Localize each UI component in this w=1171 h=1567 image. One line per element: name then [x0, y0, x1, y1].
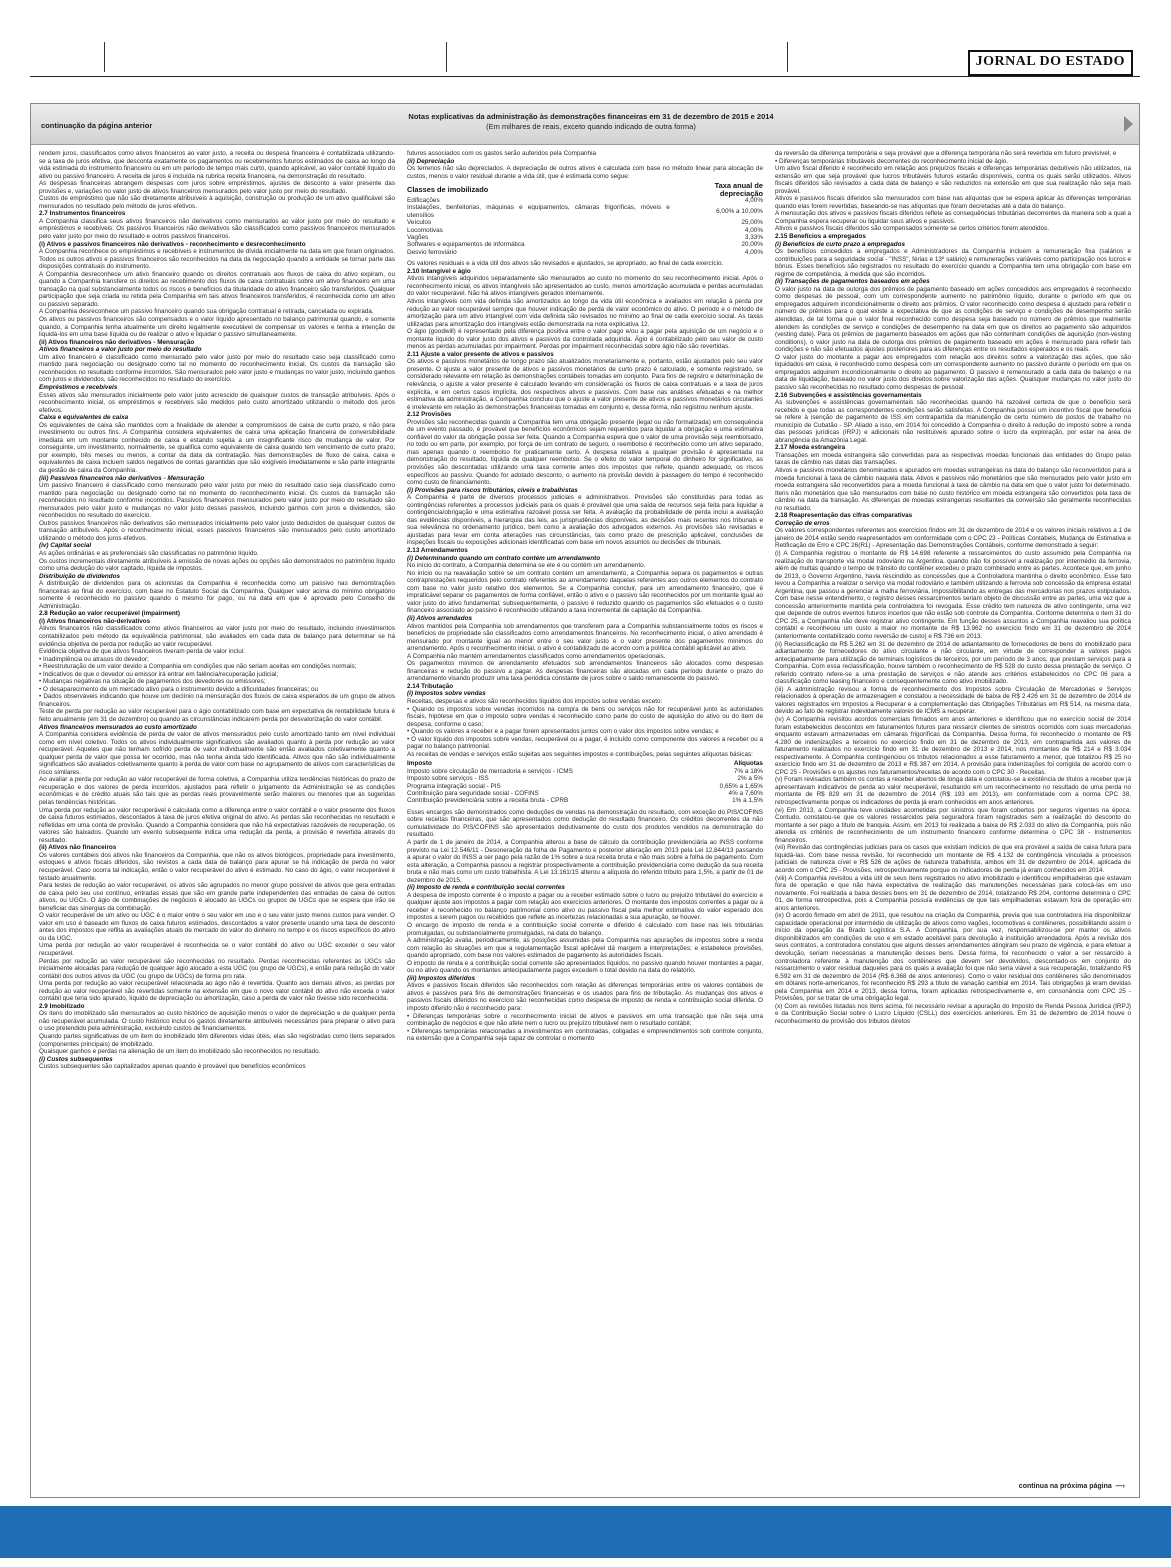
paragraph: A mensuração dos ativos e passivos fiscais diferidos reflete as consequências tributárias decorrentes da maneira sob a qual a Companhia espera recuperar ou liquidar seus ativos e passivos.: [775, 210, 1131, 225]
row-label: Desvio ferroviário: [407, 248, 457, 256]
row-label: Imposto sobre serviços - ISS: [407, 775, 489, 783]
section-heading: Caixa e equivalentes de caixa: [39, 414, 129, 422]
paragraph: Quando partes significativas de um item do imobilizado têm diferentes vidas úteis, elas são registradas como itens separados (componentes principais) de imobilizado.: [39, 1032, 395, 1048]
paragraph: Ativos mantidos pela Companhia sob arrendamentos que transferem para a Companhia substancialmente todos os riscos e benefícios de propriedade são classificados como arrendamentos financeiros. No reconhecimento inicial, o ativo arrendado é mensurado por montante igual ao menor entre o seu valor justo e o valor presente dos pagamentos mínimos do arrendamento. Após o reconhecimento inicial, o ativo é contabilizado de acordo com a política contábil aplicável ao ativo.: [407, 622, 763, 653]
paragraph: Os pagamentos mínimos de arrendamento efetuados sob arrendamentos financeiros são alocados como despesas financeiras e redução do passivo a pagar. As despesas financeiras são alocadas em cada período durante o prazo do arrendamento visando produzir uma taxa periódica constante de juros sobre o saldo remanescente do passivo.: [407, 660, 763, 683]
paragraph: Ativos e passivos fiscais diferidos são reconhecidos com relação às diferenças temporárias entre os valores contábeis de ativos e passivos para fins de demonstrações financeiras e os usados para fins de tributação. As mudanças dos ativos e passivos fiscais diferidos no exercício são reconhecidas como despesa de imposto de renda e contribuição social diferida. O imposto diferido não é reconhecido para:: [407, 982, 763, 1012]
paragraph: As ações ordinárias e as preferenciais são classificadas no patrimônio líquido.: [39, 549, 259, 557]
paragraph: Receitas, despesas e ativos são reconhecidos líquidos dos impostos sobre vendas exceto:: [407, 697, 663, 705]
continued-next-label: [1019, 1483, 1125, 1490]
paragraph: Uma perda por redução ao valor recuperável relacionada ao ágio não é revertida. Quanto aos demais ativos, as perdas por redução ao valor recuperável são revertidas somente na extensão em que o novo valor contábil do ativo não exceda o valor contábil que teria sido apurado, líquido de depreciação ou amortização, caso a perda de valor não tivesse sido reconhecida.: [39, 980, 395, 1003]
depreciation-header-class: Classes de imobilizado: [407, 184, 489, 194]
column-2-body: [407, 260, 763, 758]
section-heading: Empréstimos e recebíveis: [39, 383, 118, 391]
paragraph: Uma perda por redução ao valor recuperável é reconhecida se o valor contábil do ativo ou UGC exceder o seu valor recuperável.: [39, 942, 395, 957]
tax-rates-table: [407, 760, 763, 804]
top-separator: [446, 42, 447, 72]
row-label: Contribuição previdenciária sobre a receita bruta - CPRB: [407, 797, 569, 805]
paragraph: As despesas financeiras abrangem despesas com juros sobre empréstimos, ajustes de desconto a valor presente das provisões e, variações no valor justo de ativos financeiros mensurados pelo valor justo por meio do resultado.: [39, 180, 395, 195]
paragraph: A Companhia desreconhece um passivo financeiro quando sua obrigação contratual é retirada, cancelada ou expirada.: [39, 308, 374, 316]
section-heading: 2.18 Reapresentação das cifras comparativas: [775, 512, 913, 520]
paragraph: A Companhia reconhece os empréstimos e recebíveis e instrumentos de dívida inicialmente na data em que foram originados. Todos os outros ativos e passivos financeiros são reconhecidos na data da negociação quando a entidade se tornar parte das disposições contratuais do instrumento.: [39, 248, 395, 271]
section-heading: 2.11 Ajuste a valor presente de ativos e passivos: [407, 350, 554, 358]
newspaper-masthead: JORNAL DO ESTADO: [968, 50, 1133, 76]
table-row: [407, 234, 763, 241]
section-heading: (i) Custos subsequentes: [39, 1055, 113, 1063]
paragraph: • Mudanças negativas na situação de pagamentos dos devedores ou emissores;: [39, 678, 266, 686]
paragraph: Um ativo financeiro é classificado como mensurado pelo valor justo por meio do resultado caso seja classificado como mantido para negociação ou designado como tal no momento do reconhecimento inicial. Os custos da transação são reconhecidos no resultado conforme incorridos. São mensurados pelo valor justo e mudanças no valor justo, incluindo ganhos com juros e dividendos, são reconhecidos no resultado do exercício.: [39, 353, 395, 384]
paragraph: (ix) O acordo firmado em abril de 2011, que resultou na criação da Companhia, previa que sua controladora iria disponibilizar capacidade operacional por intermédio de utilização de ativos como vagões, locomotivas e contêineres, possibilitando assim o início da operação da Brado Logística S.A. A Companhia, por sua vez, responsabilizou-se por manter os ativos disponibilizados em condições de uso e em estado aceitável para devolução à instituição arrendadora. Após a revisão dos seus contratos, a controladora constatou que alguns desses arrendamentos atingiram seu prazo de vigência, e para efetuar a devolução, seriam necessárias a manutenção desses bens. Dessa forma, foi reconhecido o valor a ser ressarcido à controladora referente à manutenção dos contêineres que devem ser devolvidos, descontado-os em conjunto do ressarcimento o valor residual daqueles para os quais a avaliação foi que não seria viável a sua recuperação, totalizando R$ 6.592 em 31 de dezembro de 2014 (R$ 6.368 de anos anteriores). Como o valor residual dos contêineres são denominados em dólares norte-americanos, foi reconhecido R$ 293 a título de variação cambial em 2014. Tais obrigações já eram devidas pela Companhia em 2014 e 2013, dessa forma, foram aplicadas retrospectivamente e, em consonância com CPC 25 - Provisões, por se tratar de uma obrigação legal.: [775, 912, 1131, 1003]
paragraph: Um ativo fiscal diferido é reconhecido em relação aos prejuízos fiscais e diferenças temporárias dedutíveis não utilizados, na extensão em que seja provável que lucros tributáveis futuros estarão disponíveis, contra os quais serão utilizados. Ativos fiscais diferidos são revisados a cada data de balanço e são reduzidos na extensão em que sua realização não seja mais provável.: [775, 165, 1131, 195]
paragraph: • Dados observáveis indicando que houve um declínio na mensuração dos fluxos de caixa esperados de um grupo de ativos financeiros.: [39, 693, 395, 708]
paragraph: Esses ativos são mensurados inicialmente pelo valor justo acrescido de quaisquer custos de transação atribuíveis. Após o reconhecimento inicial, os empréstimos e recebíveis são medidos pelo custo amortizado utilizando o método dos juros efetivos.: [39, 391, 395, 414]
paragraph: O encargo de imposto de renda e a contribuição social corrente e diferido é calculado com base nas leis tributárias promulgadas, ou substancialmente promulgadas, na data do balanço.: [407, 921, 763, 937]
section-heading: 2.13 Arrendamentos: [407, 547, 468, 555]
paragraph: O ágio (goodwill) é representado pela diferença positiva entre o valor pago e/ou a pagar pela aquisição de um negócio e o montante líquido do valor justo dos ativos e passivos da controlada adquirida. Ágio é contabilizado pelo seu valor de custo menos as perdas acumuladas por impairment. Perdas por impairment reconhecidas sobre ágio não são revertidas.: [407, 328, 763, 351]
paragraph: • O desaparecimento de um mercado ativo para o instrumento devido a dificuldades financeiras; ou: [39, 685, 319, 693]
section-heading: 2.9 Imobilizado: [39, 1002, 85, 1010]
section-heading: (i) Benefícios de curto prazo a empregados: [775, 240, 906, 248]
continued-next-text: continua na próxima página: [1018, 1483, 1112, 1490]
paragraph: Ativos intangíveis adquiridos separadamente são mensurados ao custo no momento do seu reconhecimento inicial. Após o reconhecimento inicial, os ativos intangíveis são apresentados ao custo, menos amortização acumulada e perdas acumuladas do valor recuperável. Não há ativos intangíveis gerados internamente.: [407, 275, 763, 298]
top-separator: [104, 42, 105, 72]
paragraph: • O valor líquido dos impostos sobre vendas, recuperável ou a pagar, é incluído como componente dos valores a receber ou a pagar no balanço patrimonial.: [407, 735, 763, 751]
section-heading: 2.10 Intangível e ágio: [407, 267, 471, 275]
top-rule: [30, 76, 1140, 77]
text-columns: [39, 150, 1131, 1460]
table-row: [407, 783, 763, 790]
paragraph: No início do contrato, a Companhia determina se ele é ou contém um arrendamento.: [407, 562, 646, 570]
section-heading: (iii) Passivos financeiros não derivativos - Mensuração: [39, 474, 205, 482]
row-label: Locomotivas: [407, 226, 443, 234]
continued-from-label: continuação da página anterior: [41, 121, 153, 130]
paragraph: Os ativos ou passivos financeiros são compensados e o valor líquido apresentado no balanço patrimonial quando, e somente quando, a Companhia tenha atualmente um direito legalmente executável de compensar os valores e tenha a intenção de liquidá-los em uma base líquida ou de realizar o ativo e liquidar o passivo simultaneamente.: [39, 316, 395, 339]
paragraph: Esses encargos são demonstrados como deduções de vendas na demonstração do resultado, com exceção do PIS/COFINS sobre receitas financeiras, que são apresentados como dedução do resultado financeiro. Os créditos decorrentes da não cumulatividade do PIS/COFINS são apresentados dedutivamente do custo dos produtos vendidos na demonstração do resultado.: [407, 808, 763, 839]
text-column-2: [407, 150, 763, 1460]
tax-header-tax: Imposto: [407, 760, 432, 768]
depreciation-header-rate: Taxa anual de depreciação: [714, 181, 763, 198]
paragraph: As receitas de vendas e serviços estão sujeitas aos seguintes impostos e contribuições, pelas seguintes alíquotas básicas:: [407, 750, 753, 758]
row-label: Softwares e equipamentos de informática: [407, 241, 525, 249]
section-heading: 2.12 Provisões: [407, 411, 452, 419]
notes-header: [31, 104, 1139, 145]
table-row: [407, 219, 763, 226]
paragraph: • Indicativos de que o devedor ou emissor irá entrar em falência/recuperação judicial;: [39, 670, 279, 678]
paragraph: (iii) A administração revisou a forma de reconhecimento dos Impostos sobre Circulação de Mercadorias e Serviços relacionados à operação de armazenagem e constatou a necessidade de baixa de R$ 2.426 em 31 de dezembro de 2014 de valores registrados em Impostos a Recuperar e a complementação das Obrigações Tributárias em R$ 514, na mesma data, devido ao fato de registrar indevidamente valores de ICMS a recuperar.: [775, 685, 1131, 716]
paragraph: (v) Foram revisados também os contas a receber abertos de longa data e constatou-se a existência de títulos a receber que já apresentavam indicativos de perda ao valor recuperável, resultando em um reconhecimento no resultado de uma perda no montante de R$ 829 em 31 de dezembro de 2014 (R$ 193 em 2013), em conformidade com a norma CPC 38, retrospectivamente porque os indicadores de perda já eram conhecidos em anos anteriores.: [775, 776, 1131, 807]
paragraph: Quaisquer ganhos e perdas na alienação de um item do imobilizado são reconhecidos no resultado.: [39, 1048, 321, 1056]
bottom-color-band: [0, 1506, 1171, 1558]
row-rate: 3,33%: [744, 234, 763, 242]
column-2-tail: [407, 809, 763, 1043]
paragraph: A Companhia não mantém arrendamentos classificados como arrendamentos operacionais.: [407, 652, 666, 660]
paragraph: • Inadimplência ou atrasos do devedor;: [39, 655, 149, 663]
paragraph: Provisões são reconhecidas quando a Companhia tem uma obrigação presente (legal ou não formalizada) em consequência de um evento passado, é provável que benefícios econômicos sejam requeridos para liquidar a obrigação e uma estimativa confiável do valor da obrigação possa ser feita. Quando a Companhia espera que o valor de uma provisão seja reembolsado, no todo ou em parte, por exemplo, por força de um contrato de seguro, o reembolso é reconhecido como um ativo separado, mas apenas quando o reembolso for praticamente certo. A despesa relativa a qualquer provisão é apresentada na demonstração do resultado, líquida de qualquer reembolso. Se o efeito do valor temporal do dinheiro for significativo, as provisões são descontadas utilizando uma taxa corrente antes dos impostos que reflete, quando adequado, os riscos específicos ao passivo. Quando for adotado desconto, o aumento na provisão devido à passagem do tempo é reconhecido como custo de financiamento.: [407, 418, 763, 487]
table-row: [407, 197, 763, 204]
row-label: Contribuição para seguridade social - COFINS: [407, 789, 539, 797]
section-heading: 2.15 Benefícios a empregados: [775, 233, 866, 241]
row-label: Vagões: [407, 234, 429, 242]
paragraph: Para testes de redução ao valor recuperável, os ativos são agrupados no menor grupo possível de ativos que gera entradas de caixa pelo seu uso contínuo, entradas essas que são em grande parte independentes das entradas de caixa de outros ativos, ou UGCs. O ágio de combinações de negócios é alocado às UGCs ou grupos de UGCs que se espera que irão se beneficiar das sinergias da combinação.: [39, 882, 395, 912]
paragraph: (iv) A Companhia revisitou acordos comerciais firmados em anos anteriores e identificou que no exercício social de 2014 foram estabelecidos descontos em faturamentos futuros para ressarcir clientes de sinistros ocorridos com suas mercadorias enquanto estavam armazenadas em câmaras frigoríficas da Companhia. Dessa forma, foi reconhecido o montante de R$ 4.280 de indenizações a terceiros no exercício findo em 31 de dezembro de 2013, em contrapartida aos valores de faturamento realizados no exercício findo em 31 de dezembro de 2013 e 2014, nos montantes de R$ 214 e R$ 3.034 respectivamente. A Companhia contingenciou os tributos relacionados a esse faturamento a menor, que totalizou R$ 25 no exercício findo em 31 de dezembro de 2013 e R$ 387 em 2014. A provisão para indenizações foi corrigida de acordo com o CPC 25 - Provisões e os ajustes nos faturamentos/receitas de acordo com o CPC 30 - Receitas.: [775, 716, 1131, 776]
column-2-intro: [407, 150, 763, 180]
paragraph: Uma perda por redução ao valor recuperável é calculada como a diferença entre o valor contábil e o valor presente dos fluxos de caixa futuros estimados, descontados à taxa de juros efetiva original do ativo. As perdas são reconhecidas no resultado e refletidas em uma conta de provisão. Quando a Companhia considera que não há expectativas razoáveis de recuperação, os valores são baixados. Quando um evento subsequente indica uma redução da perda, a provisão é revertida através do resultado.: [39, 806, 395, 844]
section-heading: (i) Ativos financeiros não-derivativos: [39, 617, 151, 625]
text-column-1: [39, 150, 395, 1460]
paragraph: (ii) Reclassificação de R$ 5.262 em 31 de dezembro de 2014 de adiantamento de fornecedores de bens do imobilizado para adiantamento de fornecedores do ativo circulante e não circulante, em virtude de corresponder a valores pagos antecipadamente para utilização de terminais logísticos de terceiros, por um período de 3 anos, que prestam serviços para a Companhia. Com essa reclassificação, houve também o reconhecimento de R$ 528 do custo dessa prestação de serviço. O referido contrato refere-se a uma prestação de serviços e não atende aos critérios estabelecidos no CPC 06 para a classificação como leasing financeiro e consequentemente como ativo imobilizado.: [775, 640, 1131, 686]
paragraph: • Reestruturação de um valor devido a Companhia em condições que não seriam aceitas em condições normais;: [39, 663, 357, 671]
continue-arrow-icon: [1124, 116, 1133, 132]
paragraph: A Companhia considera evidência de perda de valor de ativos mensurados pelo custo amortizado tanto em nível individual como em nível coletivo. Todos os ativos individualmente significativos são avaliados quanto à perda por redução ao valor recuperável. Aqueles que não tenham sofrido perda de valor individualmente são então avaliados coletivamente quanto a qualquer perda de valor que possa ter ocorrido, mas não tenha ainda sido identificada. Ativos que não são individualmente significativos são avaliados coletivamente quanto à perda de valor com base no agrupamento de ativos com características de risco similares.: [39, 731, 395, 776]
paragraph: A despesa de imposto corrente é o imposto a pagar ou a receber estimado sobre o lucro ou prejuízo tributável do exercício e qualquer ajuste aos impostos a pagar com relação aos exercícios anteriores. O montante dos impostos correntes a pagar ou a receber é reconhecido no balanço patrimonial como ativo ou passivo fiscal pela melhor estimativa do valor esperado dos impostos a serem pagos ou recebidos que reflete as incertezas relacionadas a sua apuração, se houver.: [407, 891, 763, 922]
table-row: [407, 797, 763, 804]
section-heading: Ativos financeiros a valor justo por meio do resultado: [39, 346, 202, 354]
paragraph: Ativos e passivos monetários denominados e apurados em moedas estrangeiras na data do balanço são reconvertidos para a moeda funcional à taxa de câmbio naquela data. Ativos e passivos não monetários que são mensurados pelo valor justo em moeda estrangeira são reconvertidos para a moeda funcional à taxa de câmbio na data em que o valor justo foi determinado. Itens não monetários que são mensurados com base no custo histórico em moeda estrangeira são convertidos pela taxa de câmbio na data da transação. As diferenças de moedas estrangeiras resultantes da conversão são geralmente reconhecidas no resultado.: [775, 466, 1131, 512]
row-rate: 7% a 18%: [733, 767, 763, 775]
row-rate: 4,00%: [744, 248, 763, 256]
tax-header-rate: Alíquotas: [733, 760, 763, 768]
paragraph: da reversão da diferença temporária e seja provável que a diferença temporária não será revertida em futuro previsível; e: [775, 150, 1117, 157]
depreciation-table-header: [407, 182, 763, 197]
row-rate: 1% a 1,5%: [732, 797, 763, 805]
row-rate: 0,65% a 1,65%: [719, 782, 763, 790]
table-row: [407, 241, 763, 248]
section-heading: (iii) Impostos diferidos: [407, 974, 476, 982]
paragraph: futuros associados com os gastos serão auferidos pela Companhia: [407, 150, 597, 157]
newspaper-top-strip: [0, 0, 1171, 80]
paragraph: Os itens do imobilizado são mensurados ao custo histórico de aquisição menos o valor de depreciação e de qualquer perda não recuperável acumulada. O custo histórico inclui os gastos diretamente atribuíveis necessários para preparar o ativo para o uso pretendido pela administração, excluindo custos de financiamentos.: [39, 1010, 395, 1033]
section-heading: 2.17 Moeda estrangeira: [775, 444, 846, 452]
arrow-right-icon: —›: [1113, 1483, 1125, 1490]
row-rate: 2% a 5%: [737, 775, 763, 783]
row-rate: 4% a 7,60%: [728, 789, 763, 797]
paragraph: Ao avaliar a perda por redução ao valor recuperável de forma coletiva, a Companhia utiliza tendências históricas do prazo de recuperação e dos valores de perda incorridos, ajustados para refletir o julgamento da Administração se as condições econômicas e de crédito atuais são tais que as perdas reais provavelmente serão maiores ou menores que as sugeridas pelas tendências históricas.: [39, 776, 395, 807]
row-rate: 6,00% a 10,00%: [716, 208, 763, 216]
row-label: Veículos: [407, 219, 432, 227]
paragraph: A Companhia é parte de diversos processos judiciais e administrativos. Provisões são constituídas para todas as contingências referentes a processos judiciais para os quais é provável que uma saída de recursos seja feita para liquidar a contingência/obrigação e uma estimativa razoável possa ser feita. A avaliação da probabilidade de perda inclui a avaliação das evidências disponíveis, a hierarquia das leis, as jurisprudências disponíveis, as decisões mais recentes nos tribunais e sua relevância no ordenamento jurídico, bem como a avaliação dos advogados externos. As provisões são revisadas e ajustadas para levar em conta alterações nas circunstâncias, tais como prazo de prescrição aplicável, conclusões de inspeções fiscais ou exposições adicionais identificadas com base em novos assuntos ou decisões de tribunais.: [407, 494, 763, 547]
notes-subtitle: (Em milhares de reais, exceto quando indicado de outra forma): [486, 122, 696, 131]
paragraph: • Diferenças temporárias sobre o reconhecimento inicial de ativos e passivos em uma transação que não seja uma combinação de negócios e que não afete nem o lucro ou prejuízo tributável nem o resultado contábil;: [407, 1012, 763, 1028]
paragraph: O valor justo do montante a pagar aos empregados com relação aos direitos sobre a valorização das ações, que são liquidados em caixa, é reconhecido como despesa com um correspondente aumento no passivo durante o período em que os empregados adquirem incondicionalmente o direito ao pagamento. O passivo é remensurado a cada data de balanço e na data de liquidação, baseado no valor justo dos direitos sobre valorização das ações. Quaisquer mudanças no valor justo do passivo são reconhecidas no resultado como despesas de pessoal.: [775, 353, 1131, 391]
paragraph: • Quando os valores a receber e a pagar forem apresentados juntos com o valor dos impostos sobre vendas; e: [407, 728, 719, 736]
row-rate: 20,00%: [741, 241, 763, 249]
paragraph: Os custos incrementais diretamente atribuíveis à emissão de novas ações ou opções são demonstrados no patrimônio líquido como uma dedução do valor captado, líquida de impostos.: [39, 557, 395, 573]
paragraph: (vi) Em 2013, a Companhia teve unidades acometidas por sinistros que foram cobertos por seguros vigentes na época. Contudo, constatou-se que os valores ressarcidos pela seguradora foram registrados sem a realização do desconto do montante a ser pago a título de franquia. Assim, em 2013 foi realizada a baixa de R$ 2.033 do ativo da Companhia, pois não atendia os critérios de reconhecimento de um instrumento financeiro conforme determina o CPC 38 - Instrumentos financeiros.: [775, 806, 1131, 844]
paragraph: As subvenções e assistências governamentais são reconhecidas quando há razoável certeza de que o benefício será recebido e que todas as correspondentes condições serão satisfeitas. A Companhia possui um incentivo fiscal que beneficia se refere à isenção de pagamento de ISS em contrapartida da manutenção de certo número de postos de trabalho no município de Cubatão - SP. Aliado a isso, em 2014 foi concedido à Companhia o direito à redução do imposto sobre a renda das pessoas jurídicas (IRPJ) e adicionais não restituíveis apurado sobre o lucro da exploração, por estar na área de abrangência da Amazônia Legal.: [775, 399, 1131, 444]
section-heading: (i) Impostos sobre vendas: [407, 690, 486, 698]
section-heading: (ii) Imposto de renda e contribuição social correntes: [407, 884, 565, 892]
section-heading: 2.7 Instrumentos financeiros: [39, 210, 126, 218]
row-label: Edificações: [407, 197, 440, 204]
paragraph: Os valores contábeis dos ativos não financeiros da Companhia, que não os ativos biológicos, propriedade para investimento, estoques e ativos fiscais diferidos, são revistos a cada data de balanço para apurar se há indicação de perda no valor recuperável. Caso ocorra tal indicação, então o valor recuperável do ativo é estimado. No caso do ágio, o valor recuperável é testado anualmente.: [39, 851, 395, 882]
section-heading: (ii) Ativos não financeiros: [39, 844, 117, 852]
paragraph: (x) Com as revisões listadas nos itens acima, foi necessário revisar a apuração do Imposto de Renda Pessoa Jurídica (IRPJ) e da Contribuição Social sobre o Lucro Líquido (CSLL) dos exercícios anteriores. Em 31 de dezembro de 2014 houve o reconhecimento de provisão dos tributos diretos: [775, 1002, 1131, 1025]
section-heading: (iv) Capital social: [39, 542, 92, 550]
section-heading: (ii) Depreciação: [407, 157, 455, 165]
paragraph: Teste de perda por redução ao valor recuperável para o ágio contabilizado com base em expectativa de rentabilidade futura é feito anualmente (em 31 de dezembro) ou quando as circunstâncias indicarem perda por desvalorização do valor contábil.: [39, 708, 395, 724]
section-heading: Ativos financeiros mensurados ao custo amortizado: [39, 723, 197, 731]
section-heading: Distribuição de dividendos: [39, 572, 121, 580]
paragraph: Os benefícios concedidos a empregados e Administradores da Companhia incluem a remuneração fixa (salários e contribuições para a seguridade social - "INSS", férias e 13º salário) e remunerações variáveis como participação nos lucros e bônus. Esses benefícios são registrados no resultado do exercício quando a Companhia tem uma obrigação com base em regime de competência, à medida que são incorridos.: [775, 248, 1131, 278]
paragraph: Transações em moeda estrangeira são convertidas para as respectivas moedas funcionais das entidades do Grupo pelas taxas de câmbio nas datas das transações.: [775, 451, 1131, 467]
paragraph: Ativos financeiros não classificados como ativos financeiros ao valor justo por meio do resultado, incluindo investimentos contabilizados pelo método da equivalência patrimonial, são avaliados em cada data de balanço para determinar se há evidência objetiva de perda por redução ao valor recuperável.: [39, 625, 395, 648]
paragraph: Custos subsequentes são capitalizados apenas quando é provável que benefícios econômicos: [39, 1063, 306, 1071]
section-heading: (ii) Transações de pagamentos baseados em ações: [775, 278, 930, 286]
paragraph: Ativos intangíveis com vida definida são amortizados ao longo da vida útil econômica e avaliados em relação à perda por redução ao valor recuperável sempre que houver indicação de perda de valor econômico do ativo. O período e o método de amortização para um ativo intangível com vida definida são revisados no mínimo ao final de cada exercício social. As taxas utilizadas para amortização dos intangíveis estão demonstrada na nota explicativa 12.: [407, 297, 763, 328]
table-row: [407, 775, 763, 782]
top-separator: [787, 42, 788, 72]
paragraph: O valor recuperável de um ativo ou UGC é o maior entre o seu valor em uso e o seu valor justo menos custos para vender. O valor em uso é baseado em fluxos de caixa futuros estimados, descontados a valor presente usando uma taxa de desconto antes dos impostos que reflita as avaliações atuais de mercado do valor do dinheiro no tempo e os riscos específicos do ativo ou da UGC.: [39, 912, 395, 942]
section-heading: (i) Provisões para riscos tributários, cíveis e trabalhistas: [407, 486, 578, 494]
row-rate: 25,00%: [741, 219, 763, 227]
section-heading: (ii) Ativos financeiros não derivativos - Mensuração: [39, 338, 195, 346]
section-heading: Correção de erros: [775, 519, 830, 527]
depreciation-table: [407, 182, 763, 256]
section-heading: (i) Determinando quando um contrato contém um arrendamento: [407, 554, 601, 562]
paragraph: Os valores correspondentes referentes aos exercícios findos em 31 de dezembro de 2014 e os valores iniciais relativos a 1 de janeiro de 2014 estão sendo reapresentados em conformidade com o CPC 23 - Políticas Contábeis, Mudança de Estimativa e Retificação de Erro e CPC 26(R1) - Apresentação das Demonstrações Contábeis, conforme demonstrado a seguir:: [775, 527, 1131, 550]
paragraph: Ativos e passivos fiscais diferidos são compensados somente se certos critérios forem atendidos.: [775, 225, 1049, 233]
paragraph: • Quando os impostos sobre vendas incorridos na compra de bens ou serviços não for recuperável junto às autoridades fiscais, hipótese em que o imposto sobre vendas é reconhecido como parte do custo de aquisição do ativo ou do item de despesa, conforme o caso;: [407, 705, 763, 728]
paragraph: A administração avalia, periodicamente, as posições assumidas pela Companhia nas apurações de impostos sobre a renda com relação às situações em que a regulamentação fiscal aplicável dá margem a interpretações; e estabelece provisões, quando apropriado, com base nos valores estimados de pagamento às autoridades fiscais.: [407, 937, 763, 960]
row-rate: 4,00%: [744, 226, 763, 234]
paragraph: O valor justo na data de outorga dos prêmios de pagamento baseado em ações concedidos aos empregados é reconhecido como despesas de pessoal, com um correspondente aumento no patrimônio líquido, durante o período em que os empregados adquirem incondicionalmente o direito aos prêmios. O valor reconhecido como despesa é ajustado para refletir o número de prêmios para o qual existe a expectativa de que as condições de serviço e condições de desempenho serão atendidas, de tal forma que o valor final reconhecido como despesa seja baseado no número de prêmios que realmente atendem às condições de serviço e condições de desempenho na data em que os direitos ao pagamento são adquiridos (vesting date). Para os prêmios de pagamento baseados em ações que não contenham condições de aquisição (non-vesting conditions), o valor justo na data de outorga dos prêmios de pagamento baseado em ações é mensurado para refletir tais condições e não são efetuados ajustes posteriores para as diferenças entre os resultados esperados e os reais.: [775, 285, 1131, 354]
paragraph: No início ou na reavaliação sobre se um contrato contém um arrendamento, a Companhia separa os pagamentos e outras contraprestações requeridos pelo contrato referentes ao arrendamento daquelas referentes aos outros elementos do contrato com base no valor justo relativo dos elementos. Se a Companhia concluir, para um arrendamento financeiro, que é impraticável separar os pagamentos de forma confiável, então o ativo e o passivo são reconhecidos por um montante igual ao valor justo do ativo fundamental; subsequentemente, o passivo é reduzido quando os pagamentos são efetuados e o custo financeiro associado ao passivo é reconhecido utilizando a taxa incremental de captação da Companhia.: [407, 569, 763, 615]
paragraph: A Companhia desreconhece um ativo financeiro quando os direitos contratuais aos fluxos de caixa do ativo expiram, ou quando a Companhia transfere os direitos ao recebimento dos fluxos de caixa contratuais sobre um ativo financeiro em uma transação na qual substancialmente todos os riscos e benefícios da titularidade do ativo financeiro são transferidos. Qualquer participação que seja criada ou retida pela Companhia em tais ativos financeiros transferidos, é reconhecida como um ativo ou passivo separado.: [39, 270, 395, 308]
paragraph: • Diferenças temporárias relacionadas a investimentos em controladas, coligadas e empreendimentos sob controle conjunto, na extensão que a Companhia seja capaz de controlar o momento: [407, 1027, 763, 1043]
paragraph: A distribuição de dividendos para os acionistas da Companhia é reconhecida como um passivo nas demonstrações financeiras ao final do exercício, com base no Estatuto Social da Companhia. Qualquer valor acima do mínimo obrigatório somente é reconhecido no passivo quando o mesmo for pago, ou na data em que é aprovado pelo Conselho de Administração.: [39, 580, 395, 610]
paragraph: rendem juros, classificados como ativos financeiros ao valor justo, a receita ou despesa financeira é contabilizada utilizando-se a taxa de juros efetiva, que desconta exatamente os pagamentos ou recebimentos futuros estimados de caixa ao longo da vida estimada do instrumento financeiro ou em um período de tempo mais curto, quando aplicável, ao valor contábil líquido do ativo ou passivo financeiro. A receita de juros é incluída na rubrica receita financeira, na demonstração do resultado.: [39, 150, 395, 180]
row-label: Imposto sobre circulação de mercadoria e serviços - ICMS: [407, 767, 573, 775]
paragraph: Ativos e passivos fiscais diferidos são mensurados com base nas alíquotas que se espera aplicar às diferenças temporárias quando elas forem revertidas, baseando-se nas alíquotas que foram decretadas até a data do balanço.: [775, 195, 1131, 210]
paragraph: Custos de empréstimo que não são diretamente atribuíveis à aquisição, construção ou produção de um ativo qualificável são mensurados no resultado pelo método de juros efetivos.: [39, 195, 395, 210]
section-heading: 2.16 Subvenções e assistências governamentais: [775, 391, 922, 399]
section-heading: 2.14 Tributação: [407, 682, 454, 690]
row-label: Programa integração social - PIS: [407, 782, 501, 790]
section-heading: 2.8 Redução ao valor recuperável (impairment): [39, 610, 181, 618]
notes-title: [361, 112, 821, 132]
text-column-3: [775, 150, 1131, 1460]
paragraph: (vii) Revisão das contingências judiciais para os casos que existiam indícios de que era provável a saída de caixa futura para liquidá-las. Com base nessa revisão, foi reconhecido um montante de R$ 4.132 de contingência vinculada a processos judiciais de natureza cível e R$ 526 de ações de natureza trabalhista, ambos em 31 de dezembro de 2014, aplicada de acordo com o CPC 25 - Provisões, retrospectivamente porque os indicadores de perda já eram conhecidos em 2014.: [775, 844, 1131, 874]
table-row: [407, 204, 763, 219]
row-rate: 4,00%: [744, 197, 763, 204]
paragraph: A Companhia classifica seus ativos financeiros não derivativos como mensurados ao valor justo por meio do resultado e empréstimos e recebíveis. Os passivos financeiros não derivativos são classificados como passivos financeiros mensurados pelo valor justo por meio do resultado e outros passivos financeiros.: [39, 217, 395, 241]
paragraph: (i) A Companhia registrou o montante de R$ 14.698 referente a ressarcimentos do custo assumido pela Companhia na realização do transporte via modal rodoviário na Argentina, quando não foi possível a realização por intermédio da ferrovia, além de multas quando o tempo de trânsito do contêiner excedeu o prazo combinado entre as partes. Acontece que, em junho de 2013, o Governo Argentino, havia rescindido as concessões que a Controladora mantinha o direito econômico. Esse fato levou a Companhia a realizar o serviço via modal rodoviário e também utilizando a ferrovia sob concessão da empresa estatal Argentina, que passou a gerenciar a malha ferroviária, impossibilitando as entregas das mercadorias nos prazos estipulados. Com base nesse entendimento, o registro desses ressarcimentos seriam objeto de discussão entre as partes, uma vez que a concessão anteriormente mantida pela controladora foi revogada. Esse crédito tem natureza de ativo contingente, uma vez que depende de outros eventos futuros incertos que não estão sob controle da Companhia. Conforme determina o item 31 do CPC 25, a Companhia não deve registrar ativo contingente. Em função desses assuntos a Companhia reavaliou sua política contábil e reconheceu um custo a maior no montante de R$ 13.962 no exercício findo em 31 de dezembro de 2014 (anteriormente contabilizado como reversão de custo) e R$ 736 em 2013.: [775, 549, 1131, 640]
paragraph: (viii) A Companhia revisitou a vida útil de seus itens registrados no ativo imobilizado e identificou empilhadeiras que estavam fora de operação e que não havia expectativa de realização das manutenções necessárias para colocá-las em uso novamente. Foi realizada a baixa desses bens em 31 de dezembro de 2014, totalizando R$ 204, conforme determina o CPC 01, de forma retrospectiva, pois a Companhia possuía evidências de que tais empilhadeiras estavam fora de operação em anos anteriores.: [775, 874, 1131, 912]
paragraph: Outros passivos financeiros não derivativos são mensurados inicialmente pelo valor justo deduzidos de quaisquer custos de transação atribuíveis. Após o reconhecimento inicial, esses passivos financeiros são mensurados pelo custo amortizado utilizando o método dos juros efetivos.: [39, 519, 395, 542]
paragraph: O imposto de renda e a contribuição social corrente são apresentados líquidos, no passivo quando houver montantes a pagar, ou no ativo quando os montantes antecipadamente pagos excedem o total devido na data do relatório.: [407, 959, 763, 975]
paragraph: Um passivo financeiro é classificado como mensurado pelo valor justo por meio do resultado caso seja classificado como mantido para negociação ou designado como tal no momento do reconhecimento inicial. Os custos da transação são reconhecidos no resultado conforme incorridos. Passivos financeiros mensurados pelo valor justo por meio do resultado são mensurados pelo valor justo e mudanças no valor justo desses passivos, incluindo ganhos com juros e dividendos, são reconhecidos no resultado do exercício.: [39, 482, 395, 520]
notes-title-main: Notas explicativas da administração às demonstrações financeiras em 31 de dezembro de 2015 e 2014: [408, 112, 774, 121]
paragraph: A partir de 1 de janeiro de 2014, a Companhia alterou a base de cálculo da contribuição previdenciária ao INSS conforme previsto na Lei 12.546/11 - Desoneração da folha de Pagamento e posterior alteração em 2013 pela Lei 12.844/13 passando a apurar o valor do INSS a ser pago pela razão de 1% sobre a sua receita bruta e não mais sobre a folha de pagamento. Com esta alteração, a Companhia passou a registrar prospectivamente a contribuição previdenciária como dedução da sua receita bruta e não mais como um custo trabalhista. A Lei 13.161/15 alterou a alíquota do referido tributo para 1,5%, a partir de 01 de dezembro de 2015.: [407, 838, 763, 884]
tax-table-header: [407, 760, 763, 767]
table-row: [407, 790, 763, 797]
table-row: [407, 227, 763, 234]
paragraph: • Diferenças temporárias tributáveis decorrentes do reconhecimento inicial de ágio.: [775, 157, 1009, 165]
paragraph: Os terrenos não são depreciados. A depreciação de outros ativos é calculada com base no método linear para alocação de custos, menos o valor residual durante a vida útil, que é estimada como segue:: [407, 165, 763, 180]
paragraph: Os valores residuais e a vida útil dos ativos são revisados e ajustados, se apropriado, ao final de cada exercício.: [407, 260, 724, 268]
section-heading: (ii) Ativos arrendados: [407, 614, 472, 622]
paragraph: Os equivalentes de caixa são mantidos com a finalidade de atender a compromissos de caixa de curto prazo, e não para investimento ou outros fins. A Companhia considera equivalentes de caixa uma aplicação financeira de conversibilidade imediata em um montante conhecido de caixa e estando sujeita a um insignificante risco de mudança de valor. Por conseguinte, um investimento, normalmente, se qualifica como equivalente de caixa quando tem vencimento de curto prazo; por exemplo, três meses ou menos, a contar da data da contratação. Nas demonstrações de fluxo de caixa, caixa e equivalentes de caixa incluem saldos negativos de contas garantidas que são exigíveis imediatamente e são parte integrante da gestão de caixa da Companhia.: [39, 421, 395, 474]
paragraph: Evidência objetiva de que ativos financeiros tiveram perda de valor inclui:: [39, 648, 245, 656]
table-row: [407, 768, 763, 775]
row-label: Instalações, benfeitorias, máquinas e equipamentos, câmaras frigoríficas, móveis e utensílios: [407, 204, 670, 219]
table-row: [407, 249, 763, 256]
notes-page: [30, 103, 1140, 1498]
paragraph: Os ativos e passivos monetários de longo prazo são atualizados monetariamente e, portanto, estão ajustados pelo seu valor presente. O ajuste a valor presente de ativos e passivos monetários de curto prazo é calculado, e somente registrado, se considerado relevante em relação às demonstrações contábeis tomadas em conjunto. Para fins de registro e determinação de relevância, o ajuste a valor presente é calculado levando em consideração os fluxos de caixa contratuais e a taxa de juros explícita, e em certos casos implícita, dos respectivos ativos e passivos. Com base nas análises efetuadas e na melhor estimativa da administração, a Companhia concluiu que o ajuste a valor presente de ativos e passivos monetários circulantes é irrelevante em relação às demonstrações financeiras tomadas em conjunto e, dessa forma, não registrou nenhum ajuste.: [407, 358, 763, 411]
section-heading: (i) Ativos e passivos financeiros não derivativos - reconhecimento e desreconhecimento: [39, 240, 306, 248]
paragraph: Perdas por redução ao valor recuperável são reconhecidas no resultado. Perdas reconhecidas referentes às UGCs são inicialmente alocadas para redução de qualquer ágio alocado a esta UGC (ou grupo de UGCs), e então para redução do valor contábil dos outros ativos da UGC (ou grupo de UGCs) de forma pro rata.: [39, 957, 395, 980]
